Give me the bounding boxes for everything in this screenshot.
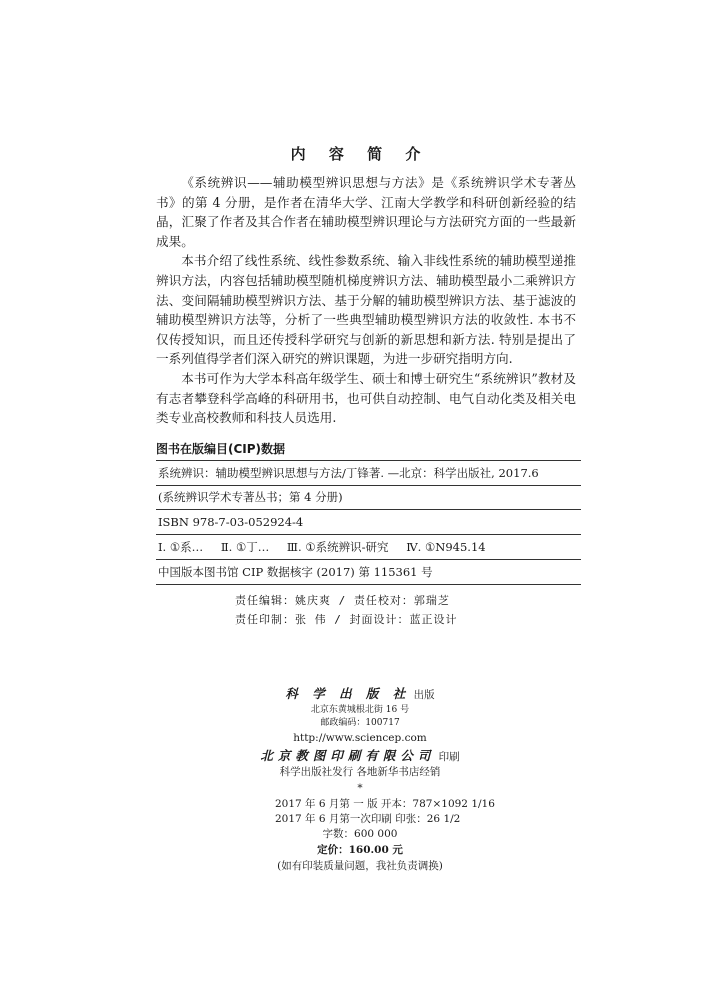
cip-block — [156, 460, 581, 585]
cip-class-1: Ⅰ. ①系… — [158, 540, 204, 554]
cip-class-4: Ⅳ. ①N945.14 — [406, 540, 486, 554]
paragraph-3: 本书可作为大学本科高年级学生、硕士和博士研究生“系统辨识”教材及有志者攀登科学高峰的科研用书，也可供自动控制、电气自动化类及相关电类专业高校教师和科技人员选用. — [156, 370, 576, 426]
price: 定价：160.00 元 — [317, 844, 403, 856]
printing-line: 2017 年 6 月第一次印刷 印张：26 1/2 — [275, 813, 461, 825]
printer-line — [0, 748, 720, 765]
word-count: 字数：600 000 — [322, 828, 398, 840]
cip-series-line: (系统辨识学术专著丛书；第 4 分册) — [156, 486, 581, 510]
cip-catalog-number: 中国版本图书馆 CIP 数据核字 (2017) 第 115361 号 — [158, 565, 433, 579]
staff-editors: 责任编辑：姚庆爽 / 责任校对：郭瑞芝 — [235, 594, 450, 607]
cip-isbn: ISBN 978-7-03-052924-4 — [156, 510, 581, 535]
printer-role: 印刷 — [438, 751, 460, 763]
publisher-url: http://www.sciencep.com — [293, 732, 427, 744]
publisher-role: 出版 — [413, 689, 435, 701]
cip-class-2: Ⅱ. ①丁… — [220, 540, 270, 554]
page-title: 内 容 简 介 — [290, 145, 430, 163]
cip-classification — [156, 535, 581, 560]
publisher-postcode: 邮政编码：100717 — [320, 718, 400, 728]
publisher-line — [0, 686, 720, 703]
publisher-address: 北京东黄城根北街 16 号 — [310, 705, 410, 715]
distribution-line: 科学出版社发行 各地新华书店经销 — [279, 766, 441, 778]
quality-note: (如有印装质量问题，我社负责调换) — [277, 860, 443, 872]
printer-logo: 北京教图印刷有限公司 — [260, 748, 436, 763]
staff-print-design: 责任印制：张 伟 / 封面设计：蓝正设计 — [235, 613, 458, 626]
summary-text — [156, 173, 576, 428]
cip-bibliographic-line: 系统辨识：辅助模型辨识思想与方法/丁锋著. —北京：科学出版社, 2017.6 — [156, 461, 581, 486]
cip-heading: 图书在版编目(CIP)数据 — [156, 442, 286, 456]
publisher-logo: 科 学 出 版 社 — [285, 686, 411, 701]
cip-class-3: Ⅲ. ①系统辨识-研究 — [286, 540, 389, 554]
paragraph-1: 《系统辨识——辅助模型辨识思想与方法》是《系统辨识学术专著丛书》的第 4 分册，是作者在清华大学、江南大学教学和科研创新经验的结晶，汇聚了作者及其合作者在辅助模型辨识理论与方法研究方面的一些最新成果。 — [156, 175, 576, 249]
separator-star: * — [357, 782, 363, 794]
paragraph-2: 本书介绍了线性系统、线性参数系统、输入非线性系统的辅助模型递推辨识方法，内容包括辅助模型随机梯度辨识方法、辅助模型最小二乘辨识方法、变间隔辅助模型辨识方法、基于分解的辅助模型辨识方法、基于滤波的辅助模型辨识方法等，分析了一些典型辅助模型辨识方法的收敛性. 本书不仅传授知识，而且还传授科学研究与创新的新思想和新方法. 特别是提出了一系列值得学者们深入研究的辨识课题，为进一步研究指明方向. — [156, 253, 576, 367]
edition-line: 2017 年 6 月第 一 版 开本：787×1092 1/16 — [275, 798, 495, 810]
